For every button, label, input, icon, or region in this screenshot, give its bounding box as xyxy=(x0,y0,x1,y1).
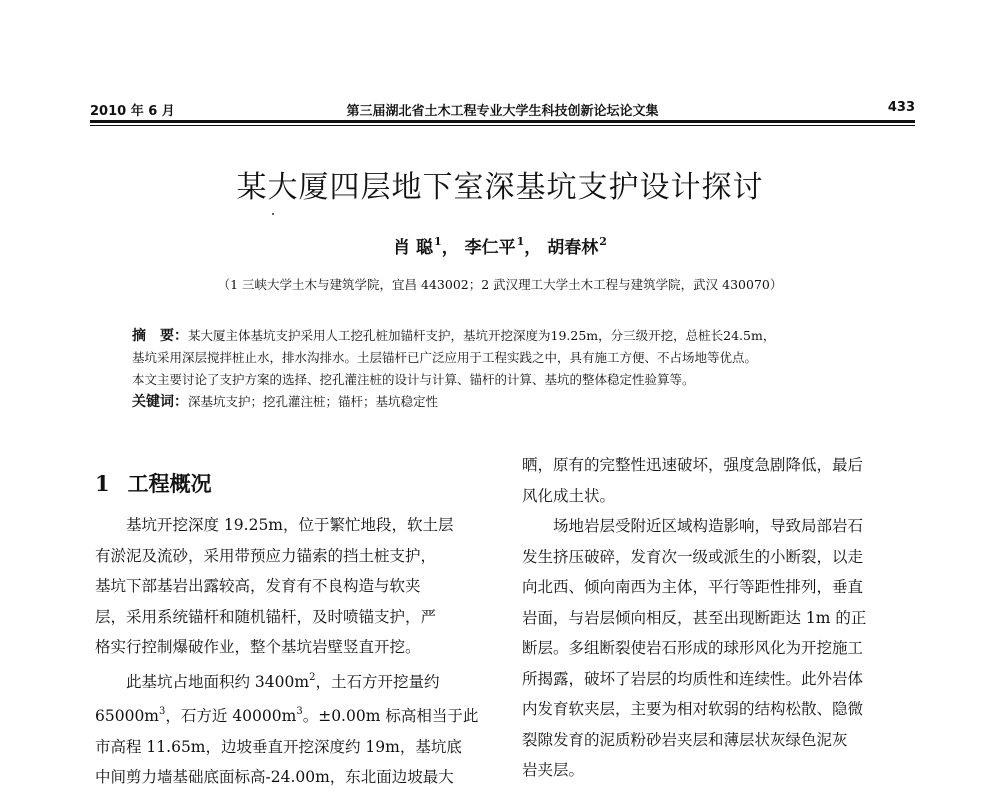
header-rule-thin xyxy=(90,125,915,126)
text-run: ，石方近 40000m xyxy=(165,707,297,725)
header-rule-thick xyxy=(90,120,915,123)
body-line: 裂隙发育的泥质粉砂岩夹层和薄层状灰绿色泥灰 xyxy=(522,730,848,749)
body-line: 内发育软夹层，主要为相对软弱的结构松散、隐微 xyxy=(522,700,864,718)
abstract-text: 某大厦主体基坑支护采用人工挖孔桩加锚杆支护，基坑开挖深度为19.25m，分三级开挖，总桩长24.5m， xyxy=(188,328,776,343)
author-separator: ， xyxy=(441,238,459,258)
body-line: 向北西、倾向南西为主体，平行等距性排列，垂直 xyxy=(522,578,864,596)
author-separator: ， xyxy=(524,238,542,258)
abstract-line xyxy=(132,325,910,347)
running-header xyxy=(90,98,915,120)
body-line: 层，采用系统锚杆和随机锚杆，及时喷锚支护，严 xyxy=(95,607,437,626)
abstract-line: 本文主要讨论了支护方案的选择、挖孔灌注桩的设计与计算、锚杆的计算、基坑的整体稳定性验算等。 xyxy=(132,372,695,387)
body-line: 格实行控制爆破作业，整个基坑岩壁竖直开挖。 xyxy=(95,638,421,656)
body-line: 所揭露，破坏了岩层的均质性和连续性。此外岩体 xyxy=(522,669,864,688)
author-name: 李仁平 xyxy=(464,238,516,258)
author-affil-mark: 2 xyxy=(599,235,607,248)
superscript: 2 xyxy=(309,671,316,683)
superscript: 3 xyxy=(159,706,166,717)
affiliations: （1 三峡大学土木与建筑学院，宜昌 443002；2 武汉理工大学土木工程与建筑学院，武汉 430070） xyxy=(217,277,783,292)
text-run: 此基坑占地面积约 3400m xyxy=(126,672,310,691)
abstract-label: 摘 要： xyxy=(132,328,188,344)
body-line: 风化成土状。 xyxy=(522,486,616,505)
keywords-line xyxy=(132,391,910,413)
author-name: 肖 聪 xyxy=(393,238,434,258)
body-line: 市高程 11.65m，边坡垂直开挖深度约 19m，基坑底 xyxy=(95,737,462,756)
left-column xyxy=(95,510,495,793)
section-title: 工程概况 xyxy=(127,471,212,496)
stray-dot xyxy=(272,213,274,215)
section-heading xyxy=(95,468,212,498)
paper-title: 某大厦四层地下室深基坑支护设计探讨 xyxy=(236,170,764,205)
text-run: 65000m xyxy=(95,707,160,725)
body-line: 中间剪力墙基础底面标高-24.00m，东北面边坡最大 xyxy=(95,768,454,786)
body-line: 岩夹层。 xyxy=(522,761,585,779)
section-number: 1 xyxy=(95,471,110,496)
body-line xyxy=(95,697,495,732)
author-line xyxy=(0,233,1000,258)
author-affil-mark: 1 xyxy=(434,235,442,248)
body-line: 基坑下部基岩出露较高，发育有不良构造与软夹 xyxy=(95,577,421,595)
text-run: 。±0.00m 标高相当于此 xyxy=(302,707,479,725)
abstract-block xyxy=(132,325,910,413)
header-journal: 第三届湖北省土木工程专业大学生科技创新论坛论文集 xyxy=(346,104,659,119)
body-line xyxy=(95,663,495,698)
header-date: 2010 年 6 月 xyxy=(90,104,175,119)
keywords-label: 关键词： xyxy=(132,394,188,410)
page-number: 433 xyxy=(887,100,915,115)
body-line: 岩面，与岩层倾向相反，甚至出现断距达 1m 的正 xyxy=(522,608,867,627)
body-line: 基坑开挖深度 19.25m，位于繁忙地段，软土层 xyxy=(126,516,454,534)
abstract-line: 基坑采用深层搅拌桩止水，排水沟排水。土层锚杆已广泛应用于工程实践之中，具有施工方便、不占场地等优点。 xyxy=(132,350,758,365)
superscript: 3 xyxy=(296,706,303,717)
body-line: 断层。多组断裂使岩石形成的球形风化为开挖施工 xyxy=(522,639,864,657)
keywords-text: 深基坑支护；挖孔灌注桩；锚杆；基坑稳定性 xyxy=(188,394,439,409)
author-name: 胡春林 xyxy=(547,238,599,258)
author-affil-mark: 1 xyxy=(516,235,525,248)
body-line: 有淤泥及流砂，采用带预应力锚索的挡土桩支护， xyxy=(95,546,437,565)
body-line: 晒，原有的完整性迅速破坏，强度急剧降低，最后 xyxy=(522,456,864,474)
text-run: ，土石方开挖量约 xyxy=(315,672,440,691)
body-line: 发生挤压破碎，发育次一级或派生的小断裂，以走 xyxy=(522,547,864,566)
right-column xyxy=(522,450,922,786)
body-line: 场地岩层受附近区域构造影响，导致局部岩石 xyxy=(553,517,864,535)
